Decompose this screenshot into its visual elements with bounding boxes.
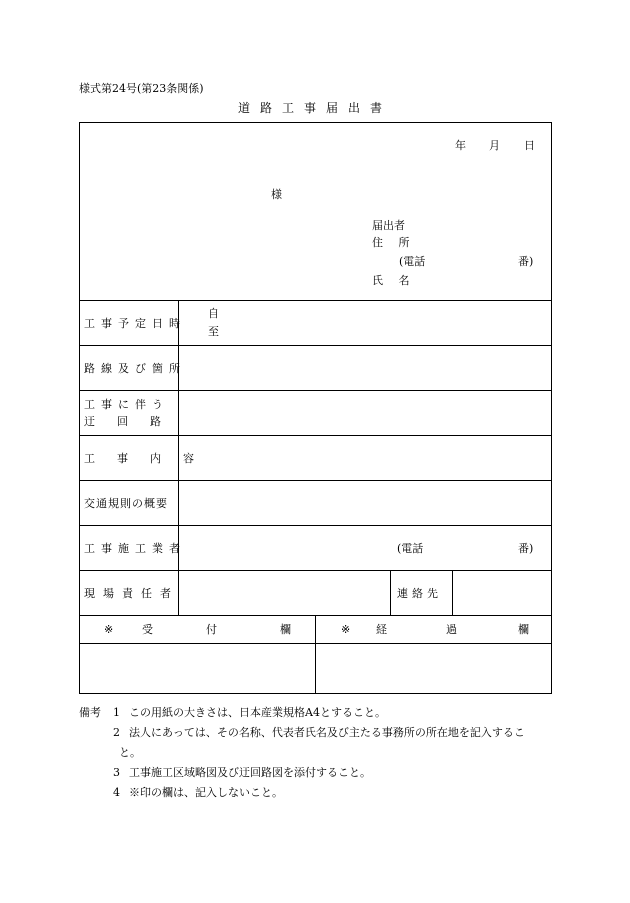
progress-mark: ※: [341, 623, 351, 636]
note-continuation: と。: [119, 746, 141, 759]
note-item: [79, 703, 525, 723]
contractor-phone-close: 番): [518, 542, 534, 555]
row-divider: [79, 525, 552, 526]
reception-char-2: 付: [206, 623, 217, 636]
progress-char-3: 欄: [518, 623, 529, 636]
note-text: 工事施工区域略図及び迂回路図を添付すること。: [129, 766, 371, 779]
reception-char-3: 欄: [280, 623, 291, 636]
notes-heading: 備考: [79, 706, 101, 719]
content-label: 工事内容: [84, 452, 216, 465]
note-item: [79, 783, 525, 803]
form-number: 様式第24号(第23条関係): [79, 82, 204, 95]
contractor-phone-open: (電話: [397, 542, 424, 555]
reception-mark: ※: [104, 623, 114, 636]
note-number: 4: [113, 786, 120, 799]
schedule-to: 至: [208, 325, 219, 338]
progress-char-2: 過: [446, 623, 457, 636]
row-divider: [79, 570, 552, 571]
contractor-label: 工事施工業者: [84, 542, 186, 555]
progress-char-1: 経: [376, 623, 387, 636]
applicant-label: 届出者: [372, 219, 405, 232]
note-text: 法人にあっては、その名称、代表者氏名及び主たる事務所の所在地を記入するこ: [129, 726, 525, 739]
row-divider: [79, 300, 552, 301]
note-number: 3: [113, 766, 120, 779]
phone-label-open: (電話: [399, 255, 426, 268]
note-text: ※印の欄は、記入しないこと。: [129, 786, 283, 799]
notes-section: [79, 703, 525, 803]
addressee-honorific: 様: [271, 188, 282, 201]
office-column-divider: [315, 615, 316, 694]
document-title: 道路工事届出書: [237, 101, 392, 115]
row-divider: [79, 345, 552, 346]
row-divider: [79, 480, 552, 481]
date-month: 月: [489, 139, 500, 152]
reception-char-1: 受: [142, 623, 153, 636]
detour-label-line1: 工事に伴う: [84, 398, 169, 411]
phone-label-close: 番): [518, 255, 534, 268]
contact-label: 連絡先: [397, 587, 442, 600]
note-item: [79, 723, 525, 743]
note-number: 2: [113, 726, 120, 739]
row-divider: [79, 435, 552, 436]
site-manager-label: 現場責任者: [84, 587, 179, 600]
traffic-label: 交通規則の概要: [84, 497, 168, 510]
detour-label-line2: 迂回路: [84, 415, 183, 428]
name-label: 氏 名: [372, 274, 416, 287]
route-label: 路線及び箇所: [84, 362, 186, 375]
note-item: [79, 763, 525, 783]
note-text: この用紙の大きさは、日本産業規格A4とすること。: [129, 706, 386, 719]
date-year: 年: [455, 139, 466, 152]
schedule-from: 自: [208, 307, 219, 320]
date-day: 日: [524, 139, 535, 152]
contact-divider-right: [452, 570, 453, 615]
address-label: 住 所: [372, 236, 416, 249]
contact-divider-left: [390, 570, 391, 615]
schedule-label: 工事予定日時: [84, 317, 186, 330]
note-number: 1: [113, 706, 120, 719]
row-divider: [79, 390, 552, 391]
